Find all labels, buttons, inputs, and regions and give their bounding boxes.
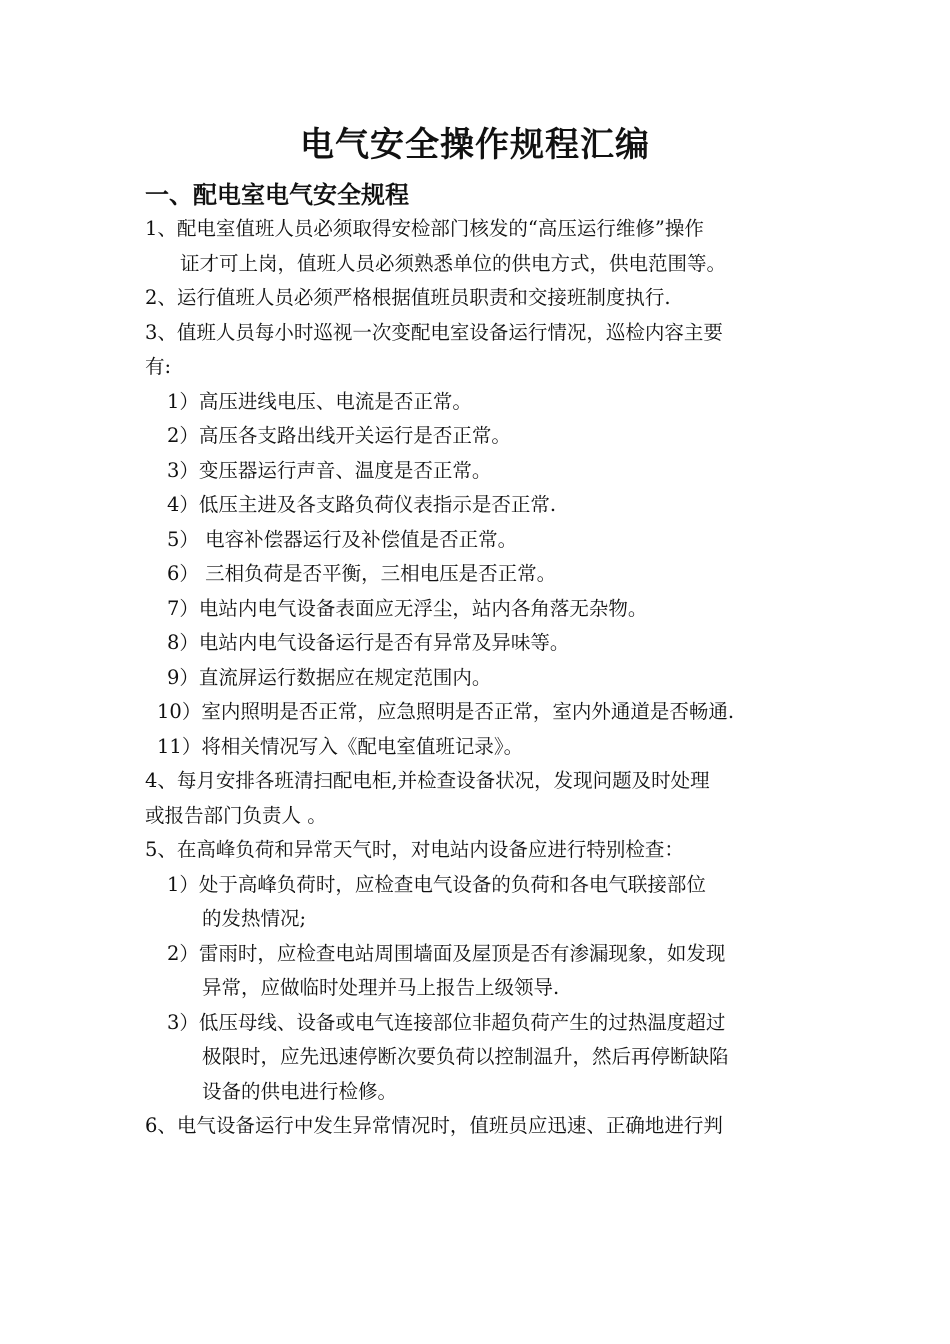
list-item: 1）处于高峰负荷时，应检查电气设备的负荷和各电气联接部位 [167,872,706,896]
list-item: 5） 电容补偿器运行及补偿值是否正常。 [167,527,518,551]
list-item: 8）电站内电气设备运行是否有异常及异味等。 [167,631,570,654]
list-item: 2）高压各支路出线开关运行是否正常。 [167,424,511,447]
list-item-continuation: 设备的供电进行检修。 [202,1079,398,1103]
list-item: 7）电站内电气设备表面应无浮尘，站内各角落无杂物。 [167,596,648,620]
list-item: 3）低压母线、设备或电气连接部位非超负荷产生的过热温度超过 [167,1010,726,1034]
paragraph-line: 5、在高峰负荷和异常天气时，对电站内设备应进行特别检查： [145,838,684,861]
list-item: 4）低压主进及各支路负荷仪表指示是否正常. [167,493,557,516]
list-item: 9）直流屏运行数据应在规定范围内。 [167,665,492,689]
list-item-continuation: 的发热情况; [202,907,307,930]
paragraph-line: 3、值班人员每小时巡视一次变配电室设备运行情况，巡检内容主要 [145,320,723,344]
document-title: 电气安全操作规程汇编 [300,125,650,165]
document-body [145,212,815,1144]
paragraph-line: 或报告部门负责人 。 [145,803,327,827]
list-item: 6） 三相负荷是否平衡，三相电压是否正常。 [167,562,557,585]
paragraph-line: 证才可上岗，值班人员必须熟悉单位的供电方式，供电范围等。 [180,251,727,275]
list-item: 1）高压进线电压、电流是否正常。 [167,389,472,413]
paragraph-line: 1、配电室值班人员必须取得安检部门核发的“高压运行维修”操作 [145,217,704,240]
list-item-continuation: 异常，应做临时处理并马上报告上级领导. [202,976,560,999]
list-item: 10）室内照明是否正常，应急照明是否正常，室内外通道是否畅通. [157,700,735,723]
list-item: 2）雷雨时，应检查电站周围墙面及屋顶是否有渗漏现象，如发现 [167,941,726,965]
paragraph-line: 4、每月安排各班清扫配电柜,并检查设备状况，发现问题及时处理 [145,769,710,792]
section-heading: 一、配电室电气安全规程 [145,181,409,209]
list-item-continuation: 极限时，应先迅速停断次要负荷以控制温升，然后再停断缺陷 [202,1045,729,1068]
paragraph-line: 6、电气设备运行中发生异常情况时，值班员应迅速、正确地进行判 [145,1114,723,1137]
list-item: 11）将相关情况写入《配电室值班记录》。 [157,734,524,758]
paragraph-line: 有: [145,355,172,378]
paragraph-line: 2、运行值班人员必须严格根据值班员职责和交接班制度执行. [145,286,671,309]
list-item: 3）变压器运行声音、温度是否正常。 [167,458,492,482]
